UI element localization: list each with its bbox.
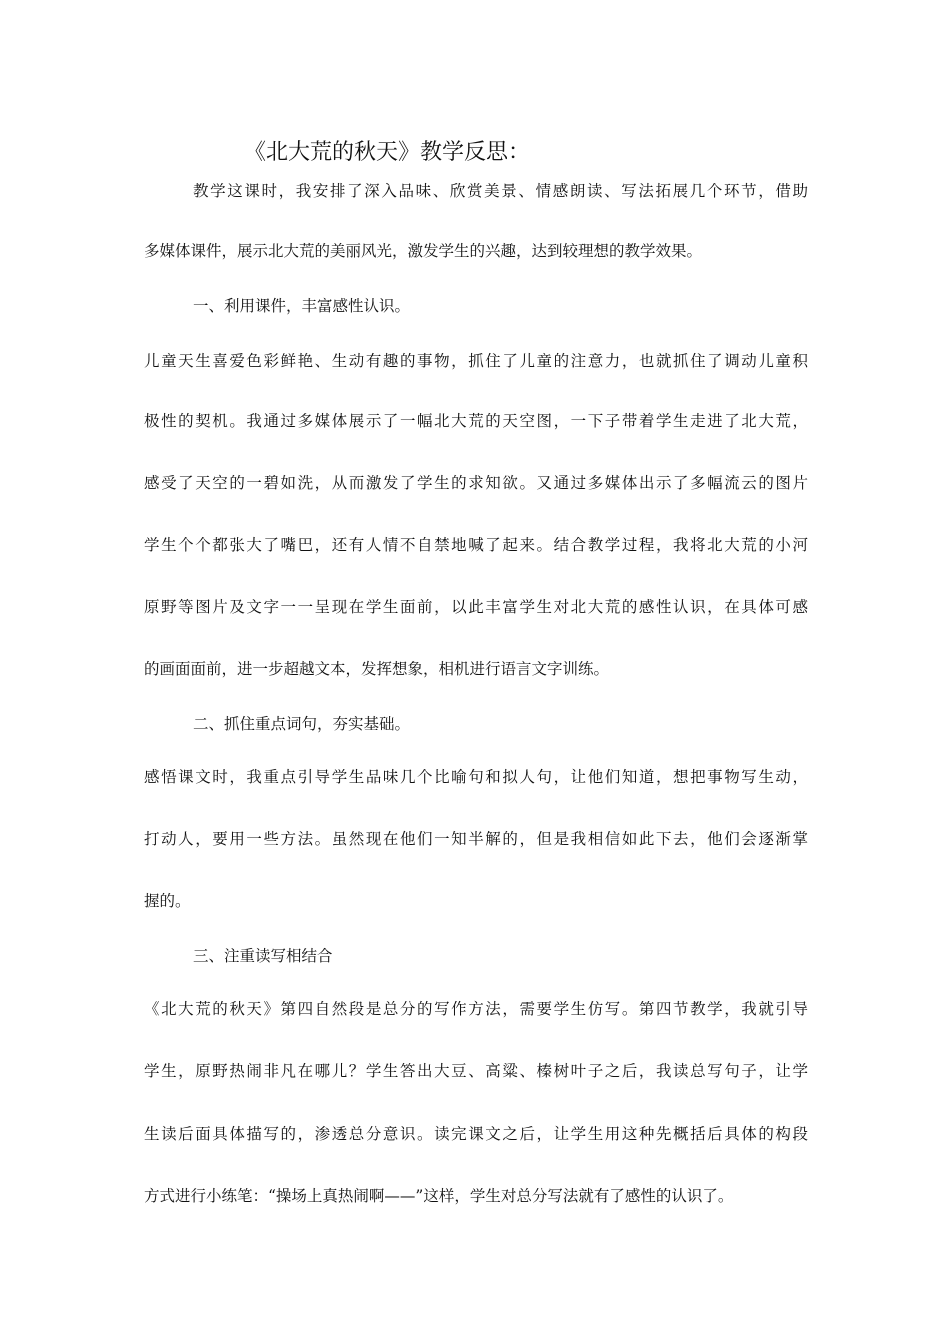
- intro-line: 多媒体课件，展示北大荒的美丽风光，激发学生的兴趣，达到较理想的教学效果。: [144, 242, 703, 260]
- body-line: 感悟课文时，我重点引导学生品味几个比喻句和拟人句，让他们知道，想把事物写生动，: [144, 768, 808, 786]
- body-line: 极性的契机。我通过多媒体展示了一幅北大荒的天空图，一下子带着学生走进了北大荒，: [144, 412, 808, 430]
- body-line: 握的。: [144, 892, 191, 910]
- body-line: 学生，原野热闹非凡在哪儿？学生答出大豆、高粱、榛树叶子之后，我读总写句子，让学: [144, 1062, 808, 1080]
- body-line: 的画面面前，进一步超越文本，发挥想象，相机进行语言文字训练。: [144, 660, 610, 678]
- body-line: 学生个个都张大了嘴巴，还有人情不自禁地喊了起来。结合教学过程，我将北大荒的小河: [144, 536, 808, 554]
- body-line: 原野等图片及文字一一呈现在学生面前，以此丰富学生对北大荒的感性认识，在具体可感: [144, 598, 808, 616]
- body-line: 儿童天生喜爱色彩鲜艳、生动有趣的事物，抓住了儿童的注意力，也就抓住了调动儿童积: [144, 352, 808, 370]
- body-line: 《北大荒的秋天》第四自然段是总分的写作方法，需要学生仿写。第四节教学，我就引导: [144, 1000, 808, 1018]
- section-heading-2: 二、抓住重点词句，夯实基础。: [193, 715, 411, 733]
- body-line: 方式进行小练笔：“操场上真热闹啊——”这样，学生对总分写法就有了感性的认识了。: [144, 1187, 734, 1205]
- section-heading-3: 三、注重读写相结合: [193, 947, 333, 965]
- section-heading-1: 一、利用课件，丰富感性认识。: [193, 297, 411, 315]
- document-title: 《北大荒的秋天》教学反思：: [244, 140, 531, 165]
- body-line: 打动人，要用一些方法。虽然现在他们一知半解的，但是我相信如此下去，他们会逐渐掌: [144, 830, 808, 848]
- body-line: 感受了天空的一碧如洗，从而激发了学生的求知欲。又通过多媒体出示了多幅流云的图片: [144, 474, 808, 492]
- intro-line: 教学这课时，我安排了深入品味、欣赏美景、情感朗读、写法拓展几个环节，借助: [193, 182, 808, 200]
- body-line: 生读后面具体描写的，渗透总分意识。读完课文之后，让学生用这种先概括后具体的构段: [144, 1125, 808, 1143]
